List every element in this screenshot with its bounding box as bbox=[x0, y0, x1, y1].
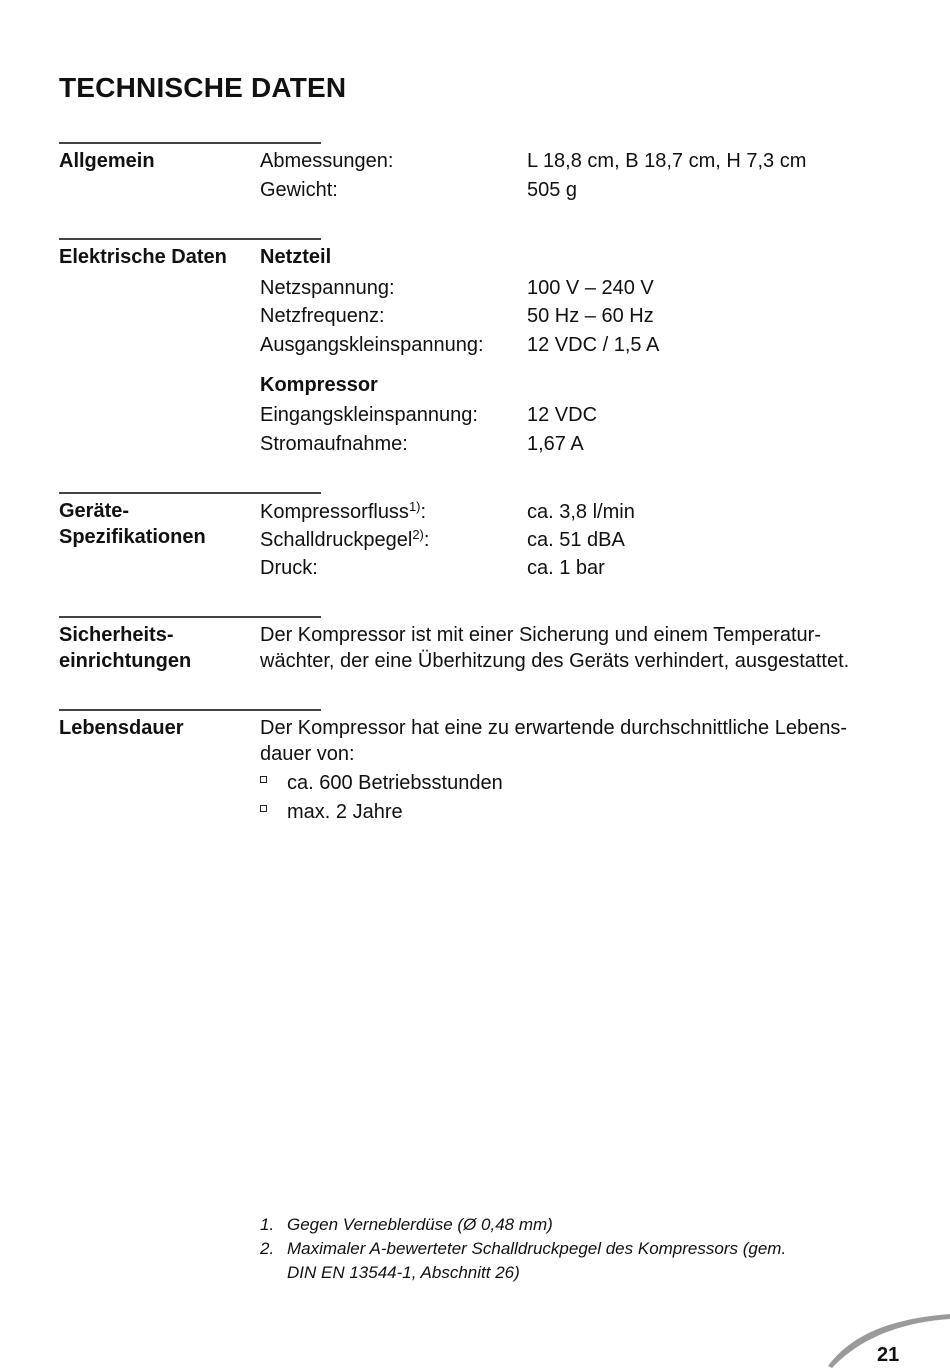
section-label-sicherheitseinrichtungen bbox=[59, 622, 191, 674]
footnote-number: 1. bbox=[260, 1215, 275, 1234]
lebensdauer-paragraph bbox=[260, 715, 900, 767]
spec-value: ca. 3,8 l/min bbox=[527, 501, 635, 523]
spec-value: 12 VDC bbox=[527, 404, 598, 426]
footnote-number: 2. bbox=[260, 1239, 275, 1258]
list-item: max. 2 Jahre bbox=[287, 801, 403, 823]
page-number: 21 bbox=[877, 1344, 900, 1366]
square-bullet-icon bbox=[260, 776, 267, 783]
spec-value: 12 VDC / 1,5 A bbox=[527, 334, 660, 356]
footnote-text bbox=[287, 1237, 887, 1285]
section-divider bbox=[59, 142, 321, 144]
section-label-line: Sicherheits- bbox=[59, 624, 174, 646]
footnote-line: Maximaler A-bewerteter Schalldruckpegel des Kompressors (gem. bbox=[287, 1239, 787, 1258]
spec-value: L 18,8 cm, B 18,7 cm, H 7,3 cm bbox=[527, 150, 807, 172]
footnote-line: DIN EN 13544-1, Abschnitt 26) bbox=[287, 1263, 520, 1282]
section-divider bbox=[59, 492, 321, 494]
sicherheit-paragraph bbox=[260, 622, 900, 674]
paragraph-line: Der Kompressor hat eine zu erwartende durchschnittliche Lebens- bbox=[260, 717, 847, 739]
spec-value: 100 V – 240 V bbox=[527, 277, 654, 299]
section-divider bbox=[59, 616, 321, 618]
section-label-line: Spezifikationen bbox=[59, 526, 206, 548]
section-label-allgemein: Allgemein bbox=[59, 150, 155, 172]
section-label-line: Geräte- bbox=[59, 500, 130, 522]
spec-key: Netzfrequenz: bbox=[260, 305, 385, 327]
paragraph-line: wächter, der eine Überhitzung des Geräts verhindert, ausgestattet. bbox=[260, 650, 850, 672]
footnote-ref: 1) bbox=[408, 499, 421, 514]
page-title: TECHNISCHE DATEN bbox=[59, 72, 347, 103]
spec-value: ca. 51 dBA bbox=[527, 529, 625, 551]
spec-key: Netzspannung: bbox=[260, 277, 395, 299]
spec-key: Ausgangskleinspannung: bbox=[260, 334, 484, 356]
paragraph-line: dauer von: bbox=[260, 743, 355, 765]
spec-value: 50 Hz – 60 Hz bbox=[527, 305, 654, 327]
spec-key-text: Schalldruckpegel bbox=[260, 529, 413, 551]
section-label-lebensdauer: Lebensdauer bbox=[59, 717, 184, 739]
subsection-heading-netzteil: Netzteil bbox=[260, 246, 332, 268]
spec-value: ca. 1 bar bbox=[527, 557, 605, 579]
spec-key: Druck: bbox=[260, 557, 318, 579]
section-divider bbox=[59, 238, 321, 240]
spec-key: Stromaufnahme: bbox=[260, 433, 408, 455]
spec-key: Eingangskleinspannung: bbox=[260, 404, 478, 426]
spec-key bbox=[260, 527, 429, 553]
section-label-elektrische-daten: Elektrische Daten bbox=[59, 246, 227, 268]
spec-key: Abmessungen: bbox=[260, 150, 394, 172]
spec-key-colon: : bbox=[423, 529, 430, 551]
spec-key: Gewicht: bbox=[260, 179, 338, 201]
spec-key bbox=[260, 499, 426, 525]
section-label-line: einrichtungen bbox=[59, 650, 192, 672]
subsection-heading-kompressor: Kompressor bbox=[260, 374, 378, 396]
spec-key-text: Kompressorfluss bbox=[260, 501, 409, 523]
section-label-geraete-spezifikationen bbox=[59, 498, 206, 550]
paragraph-line: Der Kompressor ist mit einer Sicherung und einem Temperatur- bbox=[260, 624, 821, 646]
footnote-ref: 2) bbox=[412, 527, 424, 542]
section-divider bbox=[59, 709, 321, 711]
footnote-line: Gegen Verneblerdüse (Ø 0,48 mm) bbox=[287, 1215, 553, 1234]
square-bullet-icon bbox=[260, 805, 267, 812]
list-item: ca. 600 Betriebsstunden bbox=[287, 772, 503, 794]
footnote-text bbox=[287, 1213, 887, 1237]
spec-key-colon: : bbox=[420, 501, 427, 523]
spec-value: 1,67 A bbox=[527, 433, 584, 455]
spec-value: 505 g bbox=[527, 179, 578, 201]
